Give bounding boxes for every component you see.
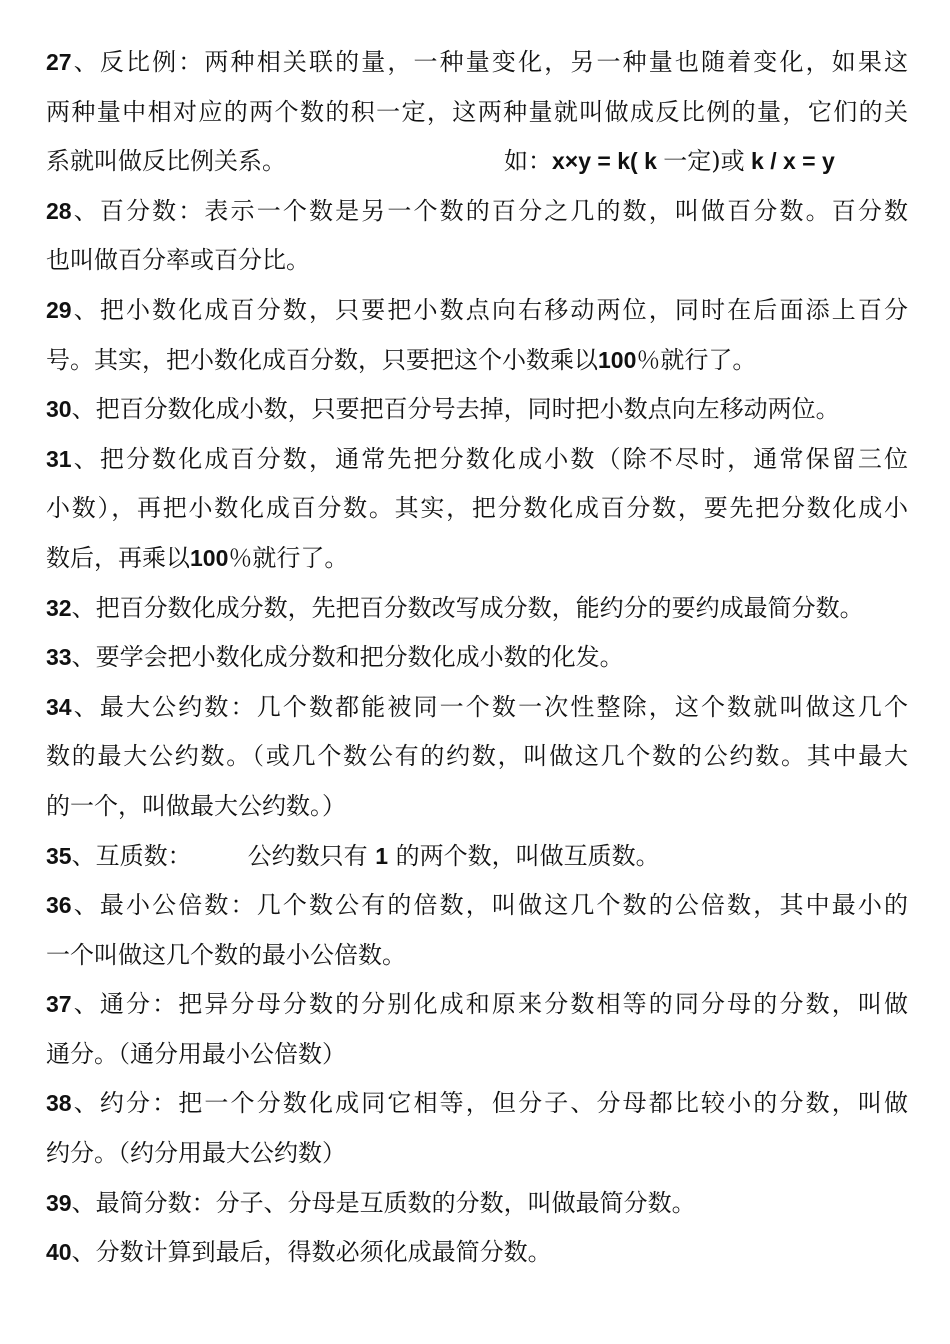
item-text: 、最大公约数：几个数都能被同一个数一次性整除，这个数就叫做这几个 [71,692,908,721]
item-text: 一个叫做这几个数的最小公倍数。 [46,940,406,969]
item-35-line-1 [46,832,908,882]
item-text: 数的最大公约数。（或几个数公有的约数，叫做这几个数的公约数。其中最大 [46,742,908,771]
item-text: 、分数计算到最后，得数必须化成最简分数。 [71,1238,552,1267]
item-number: 36 [46,892,72,919]
item-number: 31 [46,445,72,472]
item-38-line-2 [46,1129,908,1179]
item-label: 、互质数： [71,841,192,870]
formula: k / x = y [744,148,835,175]
number-1: 1 [375,842,389,869]
item-number: 28 [46,197,72,224]
item-number: 40 [46,1239,72,1266]
item-38-line-1 [46,1079,908,1129]
item-text: 、通分：把异分母分数的分别化成和原来分数相等的同分母的分数，叫做 [71,990,908,1019]
formula-text: 一定)或 [663,147,745,176]
item-34-line-2 [46,732,908,782]
item-33-line-1 [46,633,908,683]
item-text: 也叫做百分率或百分比。 [46,246,310,275]
item-text: 、最小公倍数：几个数公有的倍数，叫做这几个数的公倍数，其中最小的 [71,891,908,920]
item-number: 35 [46,842,72,869]
item-27-line-2 [46,88,908,138]
item-text: 的两个数，叫做互质数。 [388,841,660,870]
item-number: 39 [46,1189,72,1216]
item-27-line-3 [46,137,908,187]
item-37-line-2 [46,1030,908,1080]
item-34-line-1 [46,683,908,733]
formula-prefix: 如： [504,147,552,176]
item-text: 、约分：把一个分数化成同它相等，但分子、分母都比较小的分数，叫做 [71,1089,908,1118]
number-100: 100 [598,346,637,373]
item-31-line-1 [46,435,908,485]
item-text: 、把百分数化成小数，只要把百分号去掉，同时把小数点向左移动两位。 [71,395,840,424]
item-28-line-2 [46,236,908,286]
item-text: 小数），再把小数化成百分数。其实，把分数化成百分数，要先把分数化成小 [46,494,908,523]
item-number: 27 [46,49,72,75]
item-number: 30 [46,396,72,423]
item-text: 系就叫做反比例关系。 [46,147,286,176]
item-29-line-2 [46,336,908,386]
item-text: 、最简分数：分子、分母是互质数的分数，叫做最简分数。 [71,1188,696,1217]
item-text: 、反比例：两种相关联的量，一种量变化，另一种量也随着变化，如果这 [71,48,908,76]
item-text: 数后，再乘以 [46,543,190,572]
item-36-line-2 [46,931,908,981]
item-31-line-2 [46,484,908,534]
item-text: ％就行了。 [636,345,757,374]
item-number: 29 [46,296,72,323]
item-text: 两种量中相对应的两个数的积一定，这两种量就叫做成反比例的量，它们的关 [46,97,908,126]
item-text: 、把百分数化成分数，先把百分数改写成分数，能约分的要约成最简分数。 [71,593,864,622]
item-37-line-1 [46,980,908,1030]
item-text: 、百分数：表示一个数是另一个数的百分之几的数，叫做百分数。百分数 [71,196,908,225]
item-32-line-1 [46,584,908,634]
formula: k [637,148,664,175]
item-31-line-3 [46,534,908,584]
item-text: 约分。（约分用最大公约数） [46,1139,346,1168]
formula: x×y = k( [552,148,638,175]
item-text: 、把分数化成百分数，通常先把分数化成小数（除不尽时，通常保留三位 [71,444,908,473]
item-text: 、把小数化成百分数，只要把小数点向右移动两位，同时在后面添上百分 [71,295,908,324]
item-number: 33 [46,644,72,671]
item-34-line-3 [46,782,908,832]
item-39-line-1 [46,1179,908,1229]
item-29-line-1 [46,286,908,336]
item-36-line-1 [46,881,908,931]
item-text: 号。其实，把小数化成百分数，只要把这个小数乘以 [46,345,598,374]
item-text: 通分。（通分用最小公倍数） [46,1039,346,1068]
item-text: 公约数只有 [247,841,376,870]
item-text: 的一个，叫做最大公约数。） [46,791,346,820]
item-number: 37 [46,991,72,1018]
item-number: 32 [46,594,72,621]
item-30-line-1 [46,385,908,435]
number-100: 100 [190,544,229,571]
item-number: 38 [46,1090,72,1117]
item-text: 、要学会把小数化成分数和把分数化成小数的化发。 [71,643,624,672]
document-page [46,38,908,1278]
item-27-line-1 [46,38,908,88]
item-28-line-1 [46,187,908,237]
item-number: 34 [46,693,72,720]
item-40-line-1 [46,1228,908,1278]
item-text: ％就行了。 [228,543,349,572]
